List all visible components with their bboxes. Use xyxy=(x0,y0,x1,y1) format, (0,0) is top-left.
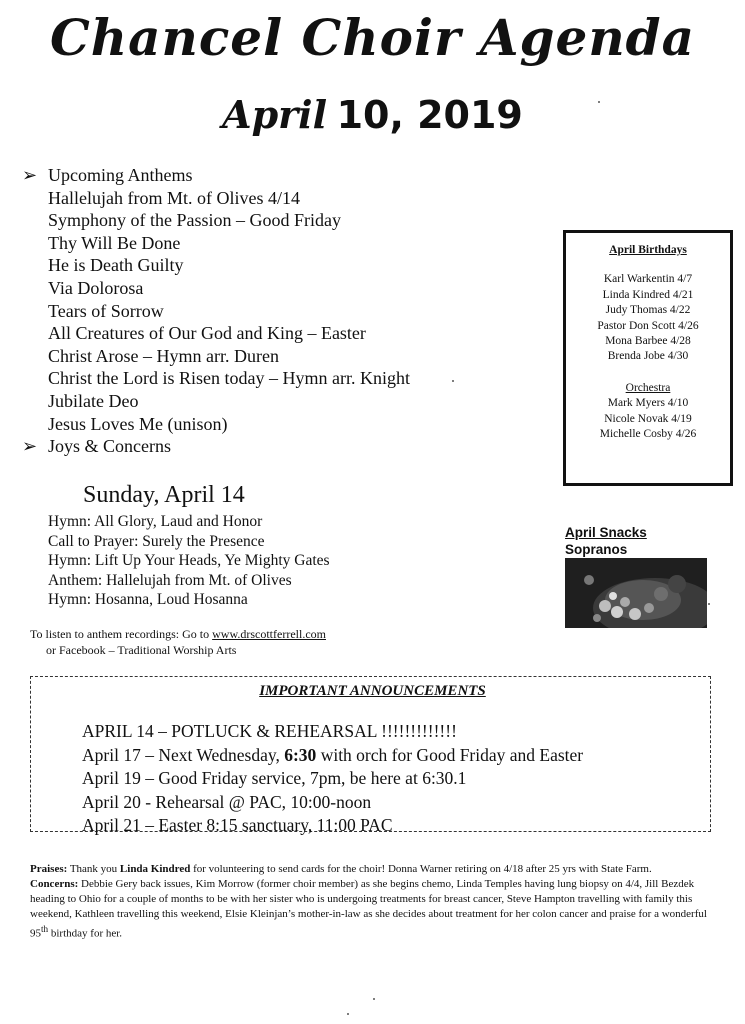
date-rest: 10, 2019 xyxy=(336,93,523,137)
service-line: Anthem: Hallelujah from Mt. of Olives xyxy=(48,571,292,589)
arrow-bullet-icon: ➢ xyxy=(22,436,38,457)
announcements-heading: IMPORTANT ANNOUNCEMENTS xyxy=(259,683,486,699)
anthem-item: Tears of Sorrow xyxy=(48,300,164,321)
announcement-item: April 19 – Good Friday service, 7pm, be here at 6:30.1 xyxy=(82,768,467,788)
orchestra-heading: Orchestra xyxy=(625,381,671,394)
orchestra-entry: Mark Myers 4/10 xyxy=(607,397,689,410)
joys-heading: Joys & Concerns xyxy=(48,436,171,457)
service-line: Hymn: Lift Up Your Heads, Ye Mighty Gates xyxy=(48,552,330,570)
birthdays-box xyxy=(563,230,733,486)
announcement-item: April 20 - Rehearsal @ PAC, 10:00-noon xyxy=(82,791,372,812)
anthem-item: Thy Will Be Done xyxy=(48,232,181,253)
arrow-bullet-icon: ➢ xyxy=(22,165,38,185)
recordings-prefix: To listen to anthem recordings: Go to xyxy=(30,627,213,641)
snacks-photo xyxy=(565,558,707,628)
praises-paragraph: Praises: Thank you Linda Kindred for volunteering to send cards for the choir! Donna Warner retiring on 4/18 after 25 yrs with State Farm. xyxy=(30,863,652,875)
birthday-entry: Linda Kindred 4/21 xyxy=(602,288,694,301)
recordings-note xyxy=(30,626,326,658)
anthem-item: All Creatures of Our God and King – Easter xyxy=(48,323,366,344)
anthem-item: Symphony of the Passion – Good Friday xyxy=(48,210,342,231)
announcement-item: April 21 – Easter 8:15 sanctuary, 11:00 PAC xyxy=(82,815,393,835)
sunday-heading: Sunday, April 14 xyxy=(83,482,245,508)
snacks-group: Sopranos xyxy=(565,542,628,557)
announcements-list xyxy=(82,720,583,838)
agenda-date xyxy=(0,92,745,138)
scan-speck xyxy=(452,380,454,382)
snack-basket-image xyxy=(565,558,707,628)
sunday-service-order xyxy=(48,512,330,610)
orchestra-entry: Michelle Cosby 4/26 xyxy=(599,428,697,441)
recordings-link[interactable]: www.drscottferrell.com xyxy=(212,627,326,641)
snacks-section xyxy=(565,524,647,558)
service-line: Hymn: Hosanna, Loud Hosanna xyxy=(48,591,248,609)
anthems-section xyxy=(22,164,410,458)
recordings-facebook: or Facebook – Traditional Worship Arts xyxy=(46,643,237,657)
anthems-heading: Upcoming Anthems xyxy=(48,165,193,185)
anthem-item: He is Death Guilty xyxy=(48,255,184,276)
service-line: Call to Prayer: Surely the Presence xyxy=(48,532,265,550)
scan-speck xyxy=(373,998,375,1000)
birthday-entry: Pastor Don Scott 4/26 xyxy=(597,319,699,332)
anthem-item: Hallelujah from Mt. of Olives 4/14 xyxy=(48,187,300,208)
service-line: Hymn: All Glory, Laud and Honor xyxy=(48,513,263,530)
page-title: Chancel Choir Agenda xyxy=(49,8,696,67)
scan-speck xyxy=(347,1013,349,1015)
anthem-item: Christ Arose – Hymn arr. Duren xyxy=(48,345,279,366)
anthem-item: Via Dolorosa xyxy=(48,277,144,298)
snacks-heading: April Snacks xyxy=(565,525,647,540)
announcement-item: APRIL 14 – POTLUCK & REHEARSAL !!!!!!!!!!!!! xyxy=(82,721,457,741)
anthem-item: Christ the Lord is Risen today – Hymn arr. Knight xyxy=(48,368,410,389)
scan-speck xyxy=(708,603,710,605)
birthday-entry: Karl Warkentin 4/7 xyxy=(603,273,693,286)
date-month: April xyxy=(222,92,328,137)
praises-concerns xyxy=(30,862,720,942)
announcement-item: April 17 – Next Wednesday, 6:30 with orch for Good Friday and Easter xyxy=(82,744,584,765)
birthdays-heading: April Birthdays xyxy=(609,244,687,256)
birthday-entry: Mona Barbee 4/28 xyxy=(605,335,691,348)
birthday-entry: Judy Thomas 4/22 xyxy=(605,304,691,317)
orchestra-entry: Nicole Novak 4/19 xyxy=(604,412,692,425)
scan-speck xyxy=(598,101,600,103)
anthem-item: Jesus Loves Me (unison) xyxy=(48,413,228,434)
anthem-item: Jubilate Deo xyxy=(48,390,139,411)
concerns-paragraph: Concerns: Debbie Gery back issues, Kim Morrow (former choir member) as she begins chemo, Linda Temples having lung biopsy on 4/4, Jill Bezdek heading to Ohio for a couple of months to be with her sister who is undergoing treatments for breast cancer, Steve Hampton travelling with family this weekend, Kathleen travelling this weekend, Elsie Kleinjan’s mother-in-law as she decides about treatment for her colon cancer and praise for a wonderful 95th birthday for her. xyxy=(30,878,707,940)
birthday-entry: Brenda Jobe 4/30 xyxy=(607,350,689,363)
